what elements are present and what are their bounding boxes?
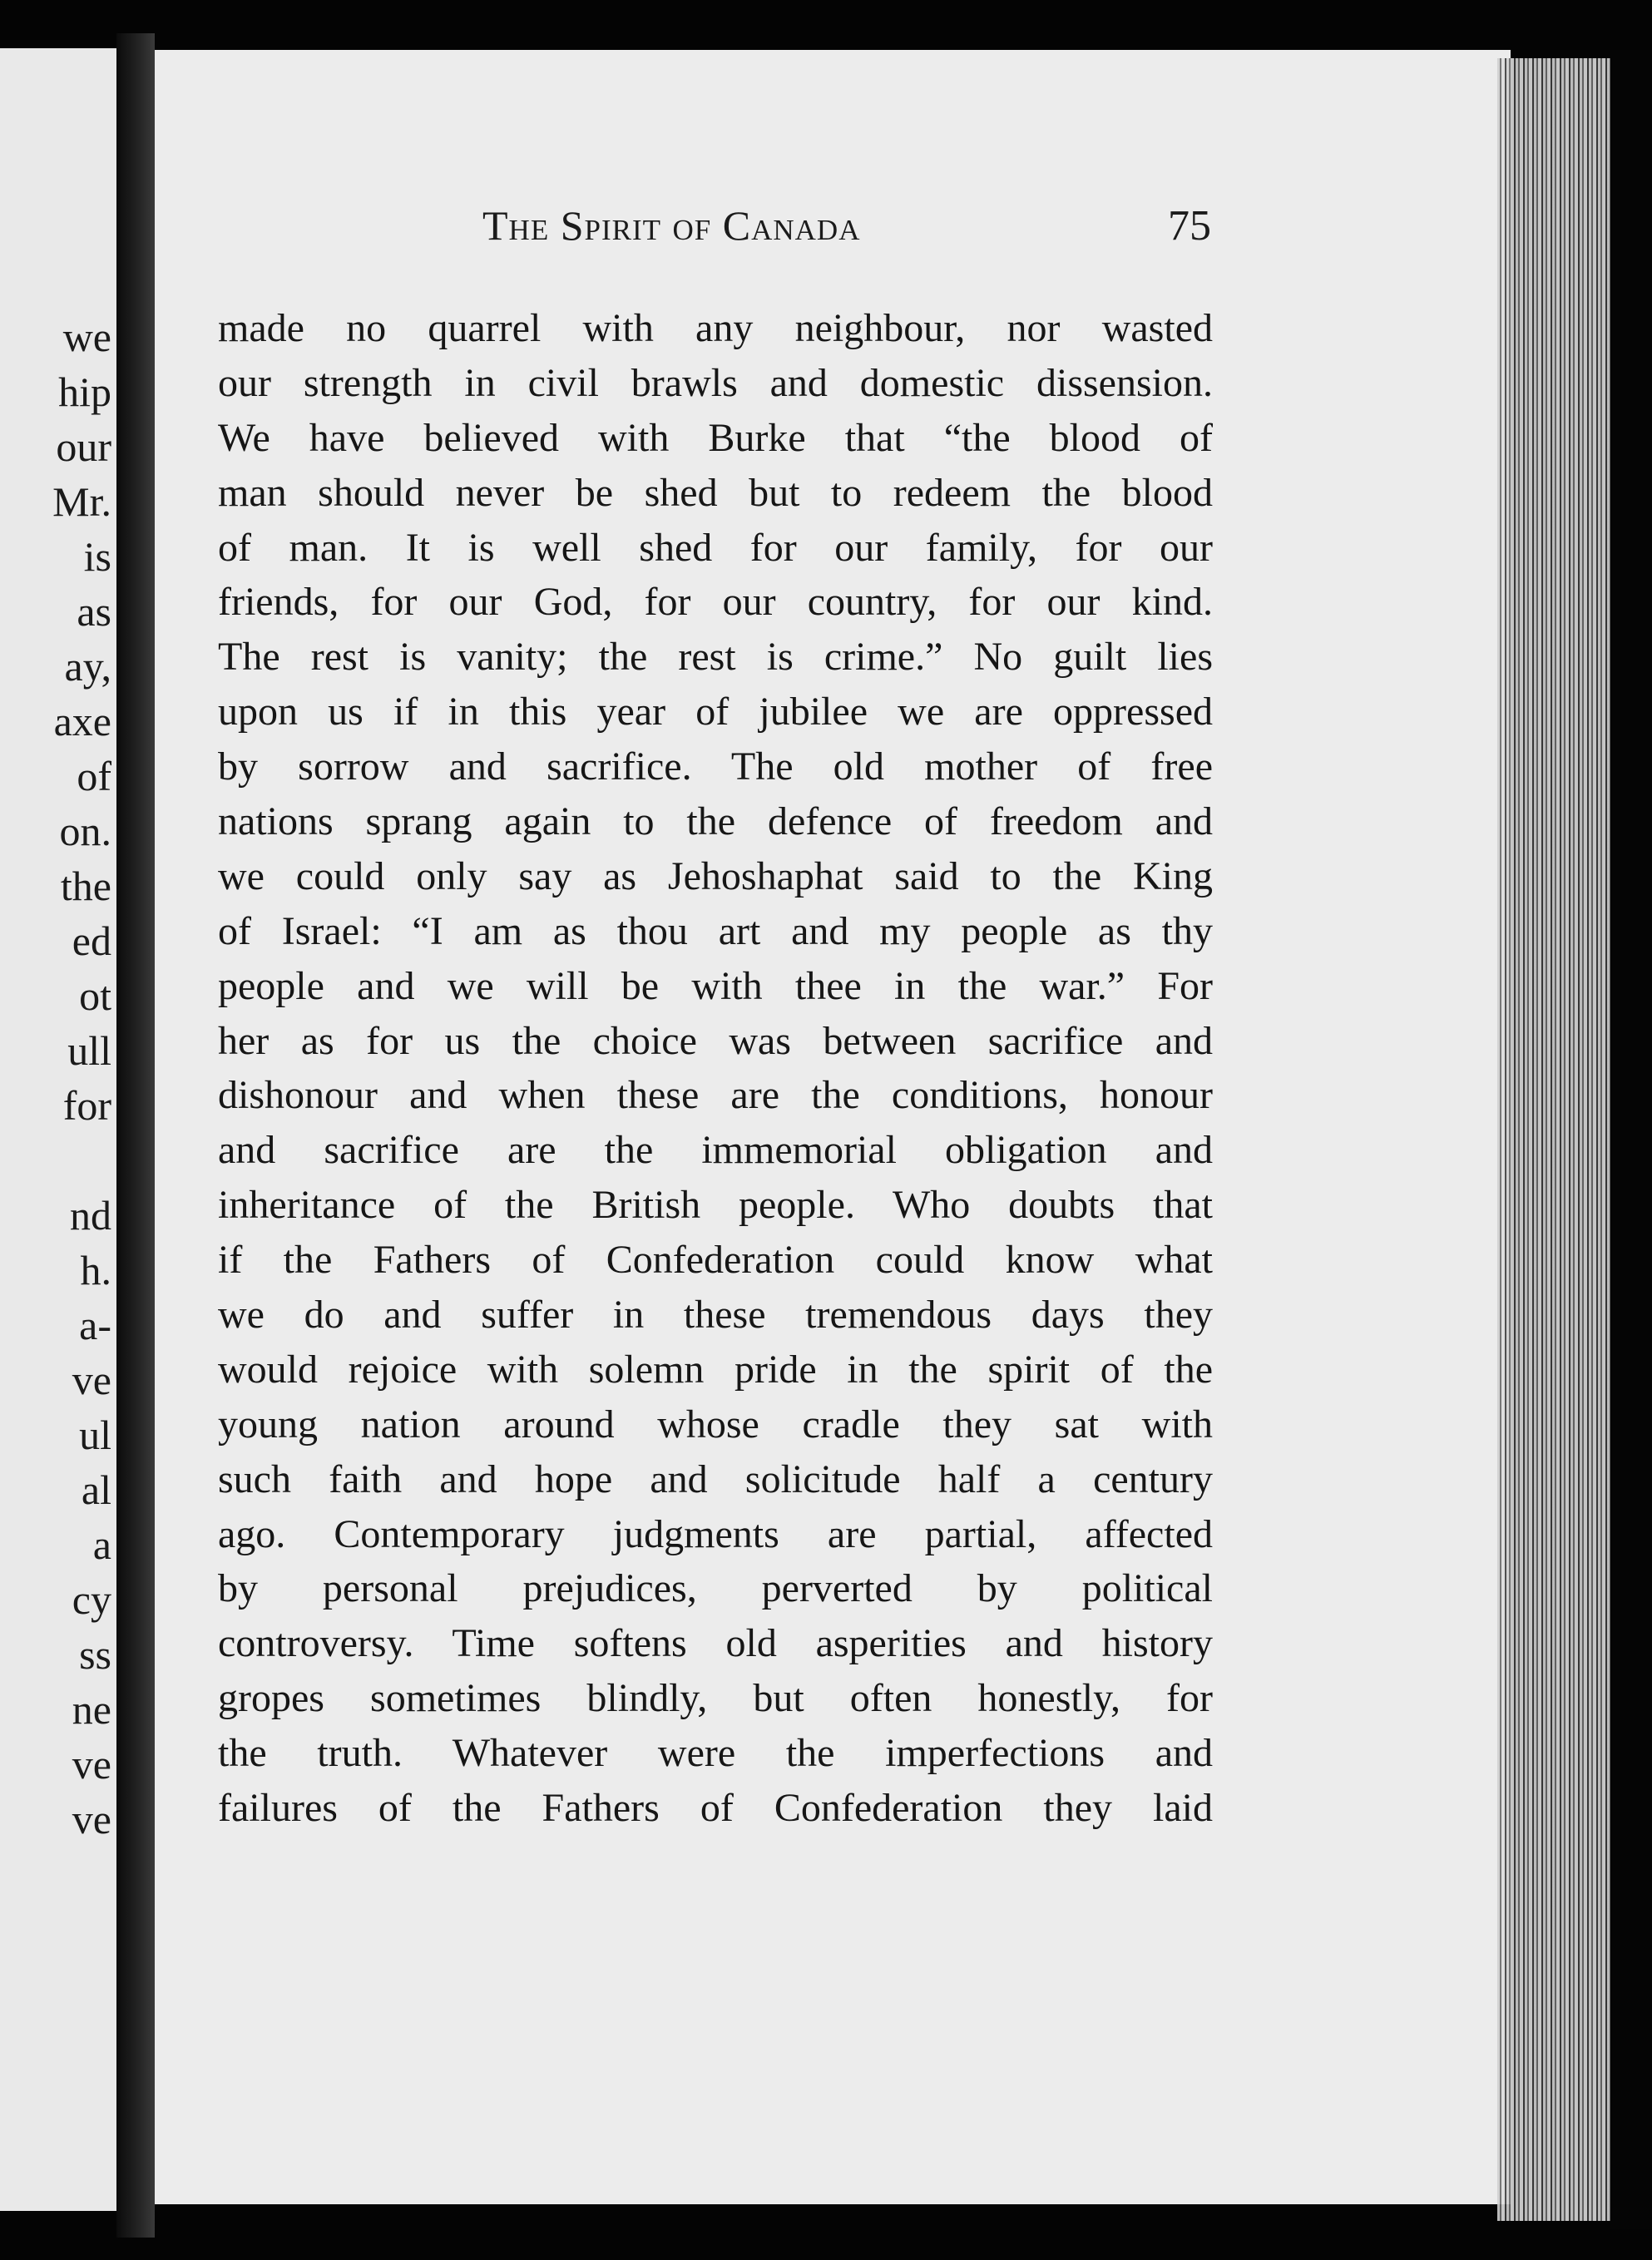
left-fragment: a [92,1521,111,1568]
text-line: ago. Contemporary judgments are partial, affected [218,1511,1213,1556]
page-edges [1497,58,1610,2221]
left-fragment: a- [79,1302,111,1348]
text-line: people and we will be with thee in the war.” For [218,963,1213,1008]
left-fragment: we [62,314,111,360]
text-line: controversy. Time softens old asperities and history [218,1621,1213,1666]
left-fragment: ne [72,1686,111,1733]
page-number: 75 [1168,202,1211,250]
left-fragment: ve [72,1741,111,1788]
left-fragment: cy [72,1576,111,1623]
text-line: The rest is vanity; the rest is crime.” No guilt lies [218,635,1213,680]
left-fragment: ss [79,1631,111,1678]
text-line: would rejoice with solemn pride in the spirit of the [218,1347,1213,1392]
text-line: such faith and hope and solicitude half a century [218,1456,1213,1501]
left-fragment: ay, [64,643,111,690]
text-line: man should never be shed but to redeem the blood [218,470,1213,515]
left-fragment: hip [58,368,111,415]
text-line: by personal prejudices, perverted by political [218,1566,1213,1611]
left-fragment: ull [67,1027,111,1074]
left-fragment: for [62,1082,111,1129]
binding-gutter [116,33,155,2238]
left-fragment: of [77,753,111,799]
text-line: friends, for our God, for our country, for our kind. [218,580,1213,625]
text-line: We have believed with Burke that “the blood of [218,415,1213,460]
text-line: the truth. Whatever were the imperfections and [218,1731,1213,1776]
left-fragment: is [83,533,111,580]
text-line: if the Fathers of Confederation could know what [218,1238,1213,1283]
right-border [1610,50,1652,2229]
left-fragment: al [81,1466,111,1513]
text-line: young nation around whose cradle they sat with [218,1402,1213,1446]
left-fragment: as [77,588,111,635]
left-fragment: ed [72,917,111,964]
text-line: gropes sometimes blindly, but often honestly, for [218,1676,1213,1721]
text-line: we do and suffer in these tremendous days they [218,1293,1213,1338]
left-fragment: axe [53,698,111,744]
text-line: of man. It is well shed for our family, for our [218,525,1213,570]
text-line: dishonour and when these are the conditions, honour [218,1073,1213,1118]
text-line: by sorrow and sacrifice. The old mother of free [218,744,1213,789]
text-line: failures of the Fathers of Confederation they laid [218,1786,1213,1831]
running-head-title: The Spirit of Canada [482,202,861,249]
text-line: of Israel: “I am as thou art and my people as thy [218,908,1213,953]
text-line: her as for us the choice was between sacrifice and [218,1018,1213,1063]
left-fragment: h. [80,1247,111,1293]
left-fragment: on. [59,808,111,854]
text-line: our strength in civil brawls and domestic dissension. [218,360,1213,405]
left-fragment: our [56,423,111,470]
left-fragment: ot [79,972,111,1019]
left-fragment: ul [79,1412,111,1458]
text-line: we could only say as Jehoshaphat said to the King [218,853,1213,898]
left-fragment: ve [72,1796,111,1842]
previous-page-fragment [0,48,116,2211]
text-line: inheritance of the British people. Who doubts that [218,1183,1213,1228]
text-line: upon us if in this year of jubilee we are oppressed [218,690,1213,734]
text-line: nations sprang again to the defence of freedom and [218,799,1213,844]
body-text [218,301,1213,1836]
left-fragment: ve [72,1357,111,1403]
left-fragment: the [60,863,111,909]
text-line: made no quarrel with any neighbour, nor wasted [218,306,1213,350]
text-line: and sacrifice are the immemorial obligation and [218,1128,1213,1173]
left-fragment: nd [70,1192,111,1239]
left-fragment: Mr. [52,478,111,525]
